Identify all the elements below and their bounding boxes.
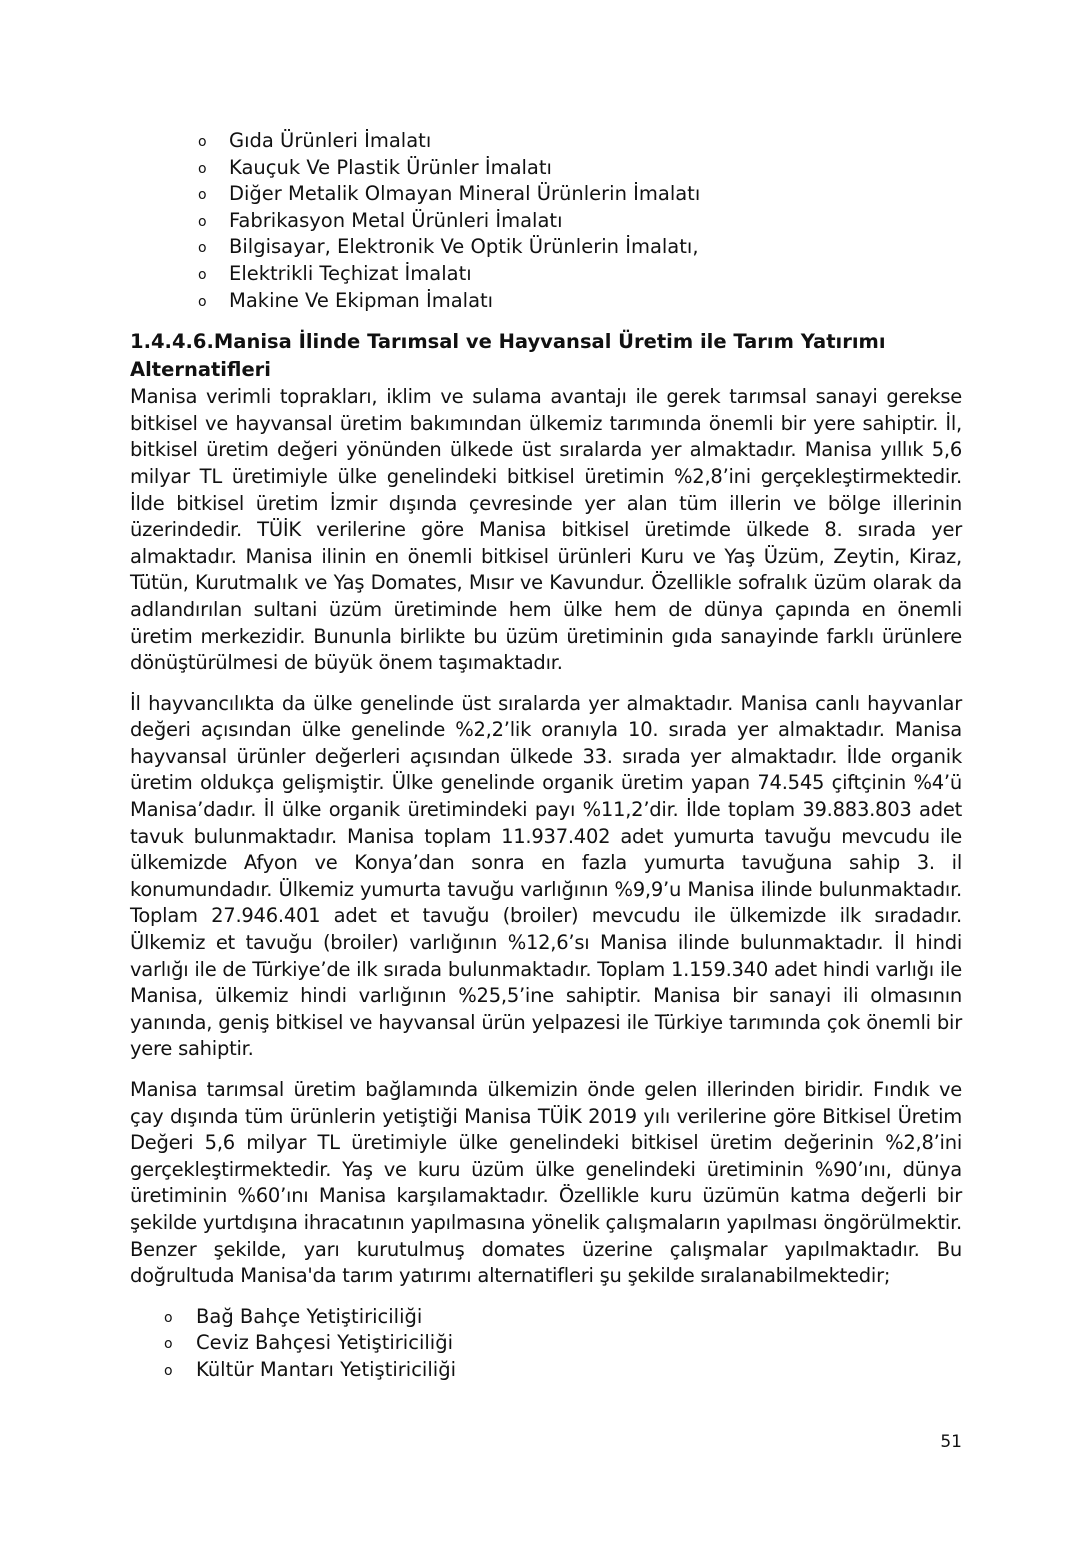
circle-bullet-icon: o xyxy=(198,266,207,283)
list-item xyxy=(130,261,962,288)
list-item-text: Elektrikli Teçhizat İmalatı xyxy=(229,261,472,285)
list-item-text: Ceviz Bahçesi Yetiştiriciliği xyxy=(196,1331,453,1355)
list-item xyxy=(130,128,962,155)
circle-bullet-icon: o xyxy=(198,187,207,204)
list-item xyxy=(130,181,962,208)
list-item-text: Fabrikasyon Metal Ürünleri İmalatı xyxy=(229,208,563,232)
circle-bullet-icon: o xyxy=(164,1336,173,1353)
list-item xyxy=(130,288,962,315)
list-item xyxy=(130,234,962,261)
circle-bullet-icon: o xyxy=(198,240,207,257)
paragraph-plant-production: Manisa verimli toprakları, iklim ve sulama avantajı ile gerek tarımsal sanayi gerekse bitkisel ve hayvansal üretim bakımından ülkemiz tarımında önemli bir yere sahiptir. İl, bitkisel üretim değeri yönünden ülkede üst sıralarda yer almaktadır. Manisa yıllık 5,6 milyar TL üretimiyle ülke genelindeki bitkisel üretimin %2,8’ini gerçekleştirmektedir. İlde bitkisel üretim İzmir dışında çevresinde yer alan tüm illerin ve bölge illerinin üzerindedir. TÜİK verilerine göre Manisa bitkisel üretimde ülkede 8. sırada yer almaktadır. Manisa ilinin en önemli bitkisel ürünleri Kuru ve Yaş Üzüm, Zeytin, Kiraz, Tütün, Kurutmalık ve Yaş Domates, Mısır ve Kavundur. Özellikle sofralık üzüm olarak da adlandırılan sultani üzüm üretiminde hem ülke hem de dünya çapında en önemli üretim merkezidir. Bununla birlikte bu üzüm üretiminin gıda sanayinde farklı ürünlere dönüştürülmesi de büyük önem taşımaktadır. xyxy=(130,385,962,675)
list-item xyxy=(130,1330,962,1357)
circle-bullet-icon: o xyxy=(198,293,207,310)
list-item xyxy=(130,208,962,235)
circle-bullet-icon: o xyxy=(198,134,207,150)
manufacturing-sectors-list xyxy=(130,128,962,314)
document-page xyxy=(130,128,962,1384)
investment-alternatives-list xyxy=(130,1304,962,1384)
section-heading: 1.4.4.6.Manisa İlinde Tarımsal ve Hayvansal Üretim ile Tarım Yatırımı Alternatifleri xyxy=(130,330,886,382)
list-item xyxy=(130,1304,962,1331)
list-item xyxy=(130,155,962,182)
list-item-text: Bağ Bahçe Yetiştiriciliği xyxy=(196,1304,423,1328)
circle-bullet-icon: o xyxy=(164,1362,173,1379)
paragraph-livestock: İl hayvancılıkta da ülke genelinde üst sıralarda yer almaktadır. Manisa canlı hayvanlar değeri açısından ülke genelinde %2,2’lik oranıyla 10. sırada yer almaktadır. Manisa hayvansal ürünler değerleri açısından ülkede 33. sırada yer almaktadır. İlde organik üretim oldukça gelişmiştir. Ülke genelinde organik üretim yapan 74.545 çiftçinin %4’ü Manisa’dadır. İl ülke organik üretimindeki payı %11,2’dir. İlde toplam 39.883.803 adet tavuk bulunmaktadır. Manisa toplam 11.937.402 adet yumurta tavuğu mevcudu ile ülkemizde Afyon ve Konya’dan sonra en fazla yumurta tavuğuna sahip 3. il konumundadır. Ülkemiz yumurta tavuğu varlığının %9,9’u Manisa ilinde bulunmaktadır. Toplam 27.946.401 adet et tavuğu (broiler) mevcudu ile ülkemizde ilk sıradadır. Ülkemiz et tavuğu (broiler) varlığının %12,6’sı Manisa ilinde bulunmaktadır. İl hindi varlığı ile de Türkiye’de ilk sırada bulunmaktadır. Toplam 1.159.340 adet hindi varlığı ile Manisa, ülkemiz hindi varlığının %25,5’ine sahiptir. Manisa bir sanayi ili olmasının yanında, geniş bitkisel ve hayvansal ürün yelpazesi ile Türkiye tarımında çok önemli bir yere sahiptir. xyxy=(130,691,962,1061)
circle-bullet-icon: o xyxy=(164,1309,173,1326)
paragraph-agricultural-investment: Manisa tarımsal üretim bağlamında ülkemizin önde gelen illerinden biridir. Fındık ve çay dışında tüm ürünlerin yetiştiği Manisa TÜİK 2019 yılı verilerine göre Bitkisel Üretim Değeri 5,6 milyar TL üretimiyle ülke genelindeki bitkisel üretim değerinin %2,8’ini gerçekleştirmektedir. Yaş ve kuru üzüm ülke genelindeki üretiminin %90’ını, dünya üretiminin %60’ını Manisa karşılamaktadır. Özellikle kuru üzümün katma değerli bir şekilde yurtdışına ihracatının yapılmasına yönelik çalışmaların yapılması öngörülmektir. Benzer şekilde, yarı kurutulmuş domates üzerine çalışmalar yapılmaktadır. Bu doğrultuda Manisa'da tarım yatırımı alternatifleri şu şekilde sıralanabilmektedir; xyxy=(130,1078,962,1288)
circle-bullet-icon: o xyxy=(198,213,207,230)
list-item-text: Makine Ve Ekipman İmalatı xyxy=(229,288,494,312)
list-item-text: Gıda Ürünleri İmalatı xyxy=(229,129,432,152)
circle-bullet-icon: o xyxy=(198,160,207,177)
list-item-text: Bilgisayar, Elektronik Ve Optik Ürünlerin İmalatı, xyxy=(229,235,699,259)
list-item xyxy=(130,1357,962,1384)
list-item-text: Kauçuk Ve Plastik Ürünler İmalatı xyxy=(229,155,552,179)
list-item-text: Kültür Mantarı Yetiştiriciliği xyxy=(196,1357,456,1381)
page-number: 51 xyxy=(940,1432,962,1452)
list-item-text: Diğer Metalik Olmayan Mineral Ürünlerin İmalatı xyxy=(229,182,701,206)
